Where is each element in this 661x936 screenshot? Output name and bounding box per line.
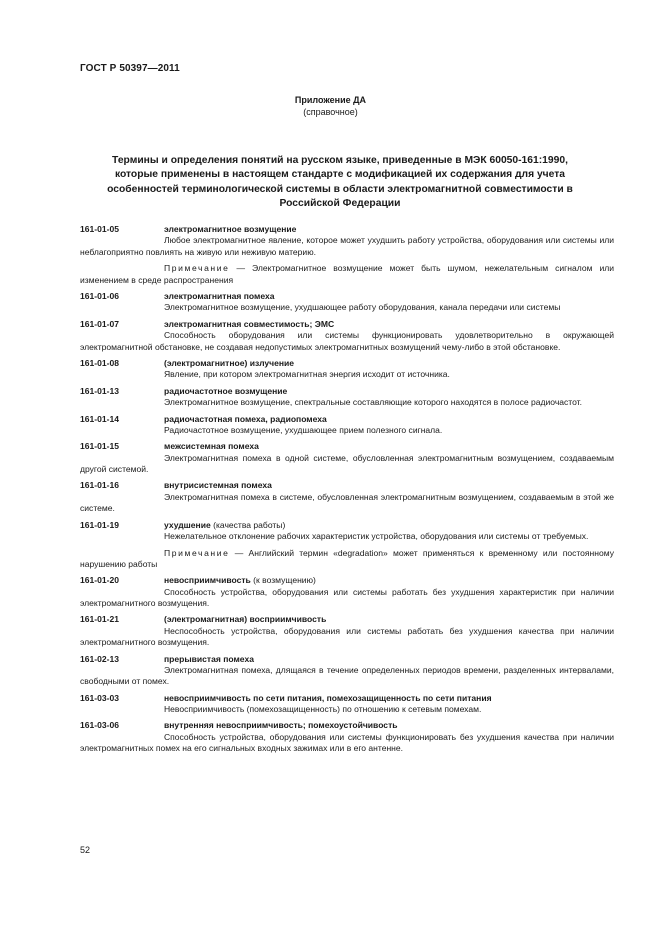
term-code: 161-03-06 [80,720,119,731]
term-name [80,414,614,425]
terms-list [80,224,614,760]
term-entry [80,693,614,716]
section-title: Термины и определения понятий на русском языке, приведенные в МЭК 60050-161:1990, которые применены в настоящем стандарте с модификацией их содержания для учета особенностей терминологической системы в области электромагнитной совместимости в Российской Федерации [107,155,573,209]
term-definition: Невосприимчивость (помехозащищенность) по отношению к сетевым помехам. [164,703,482,714]
term-label: невосприимчивость по сети питания, помехозащищенность по сети питания [164,692,492,703]
term-definition: Способность устройства, оборудования или системы работать без ухудшения характеристик при наличии электромагнитного возмущения. [80,586,614,608]
term-entry [80,480,614,514]
term-code: 161-01-07 [80,318,119,329]
term-code: 161-01-05 [80,224,119,234]
term-label: ухудшение [164,519,211,530]
term-note [80,548,614,571]
term-label: электромагнитная совместимость; ЭМС [164,318,335,329]
term-label: (электромагнитная) восприимчивость [164,614,327,625]
term-name [80,358,614,369]
term-name [80,224,614,235]
term-definition: Нежелательное отклонение рабочих характеристик устройства, оборудования или системы от требуемых. [164,530,589,541]
term-code: 161-01-14 [80,413,119,424]
term-code: 161-03-03 [80,692,119,703]
term-definition: Неспособность устройства, оборудования или системы работать без ухудшения качества при наличии электромагнитного возмущения. [80,625,614,648]
note-label: Примечание [164,263,230,274]
term-code: 161-01-19 [80,519,119,530]
term-entry [80,386,614,409]
term-entry [80,319,614,353]
term-code: 161-02-13 [80,653,119,664]
term-entry [80,224,614,286]
term-name [80,291,614,302]
term-code: 161-01-08 [80,358,119,369]
term-code: 161-01-16 [80,480,119,491]
term-code: 161-01-15 [80,441,119,452]
term-name [80,693,614,704]
term-name [80,575,614,586]
term-label: межсистемная помеха [164,441,259,452]
term-entry [80,720,614,754]
term-note [80,263,614,286]
term-entry [80,520,614,571]
term-label: (электромагнитное) излучение [164,358,295,369]
term-name [80,520,614,531]
term-definition: Электромагнитное возмущение, ухудшающее работу оборудования, канала передачи или системы [164,302,561,313]
term-label: электромагнитное возмущение [164,224,297,234]
term-entry [80,414,614,437]
note-text: — Электромагнитное возмущение может быть шумом, нежелательным сигналом или изменением в среде распространения [80,263,614,285]
term-label: прерывистая помеха [164,653,254,664]
term-definition: Электромагнитная помеха, длящаяся в течение определенных периодов времени, разделенных интервалами, свободными от помех. [80,664,614,687]
term-definition: Электромагнитная помеха в системе, обусловленная электромагнитным возмущением, создаваемым в этой же системе. [80,491,614,514]
term-code: 161-01-13 [80,385,119,396]
term-label: радиочастотная помеха, радиопомеха [164,413,327,424]
term-definition: Способность оборудования или системы функционировать удовлетворительно в окружающей электромагнитной обстановке, не создавая недопустимых электромагнитных возмущений чему-либо в этой обстановке. [80,330,614,352]
term-label: электромагнитная помеха [164,291,275,302]
term-definition: Любое электромагнитное явление, которое может ухудшить работу устройства, оборудования или системы или неблагоприятно повлиять на живую или неживую материю. [80,235,614,257]
term-label: радиочастотное возмущение [164,385,288,396]
term-entry [80,654,614,688]
term-definition: Электромагнитное возмущение, спектральные составляющие которого находятся в полосе радиочастот. [164,397,583,408]
page-number: 52 [80,845,91,855]
document-header: ГОСТ Р 50397—2011 [80,63,180,74]
term-label: внутрисистемная помеха [164,480,272,491]
term-entry [80,291,614,314]
term-qualifier: (качества работы) [210,519,286,530]
term-entry [80,614,614,648]
term-label: внутренняя невосприимчивость; помехоустойчивость [164,720,398,731]
term-entry [80,358,614,381]
term-name [80,654,614,665]
term-code: 161-01-06 [80,291,119,302]
term-definition: Способность устройства, оборудования или системы функционировать без ухудшения качества при наличии электромагнитных помех на его сигнальных входных зажимах или в его антенне. [80,731,614,754]
term-entry [80,441,614,475]
term-definition: Явление, при котором электромагнитная энергия исходит от источника. [164,369,450,380]
appendix-heading [0,94,661,118]
term-entry [80,575,614,609]
term-name [80,614,614,625]
term-definition: Радиочастотное возмущение, ухудшающее прием полезного сигнала. [164,424,443,435]
note-text: — Английский термин «degradation» может применяться к временному или постоянному нарушению работы [80,547,614,569]
term-code: 161-01-21 [80,614,119,625]
term-qualifier: (к возмущению) [250,575,316,586]
appendix-title: Приложение ДА [294,95,367,105]
term-name [80,441,614,452]
term-name [80,720,614,731]
term-name [80,319,614,330]
term-name [80,386,614,397]
note-label: Примечание [164,547,230,558]
term-label: невосприимчивость [164,575,251,586]
term-code: 161-01-20 [80,575,119,586]
term-name [80,480,614,491]
term-definition: Электромагнитная помеха в одной системе, обусловленная электромагнитным возмущением, создаваемым другой системой. [80,452,614,474]
appendix-subtitle: (справочное) [303,107,358,117]
